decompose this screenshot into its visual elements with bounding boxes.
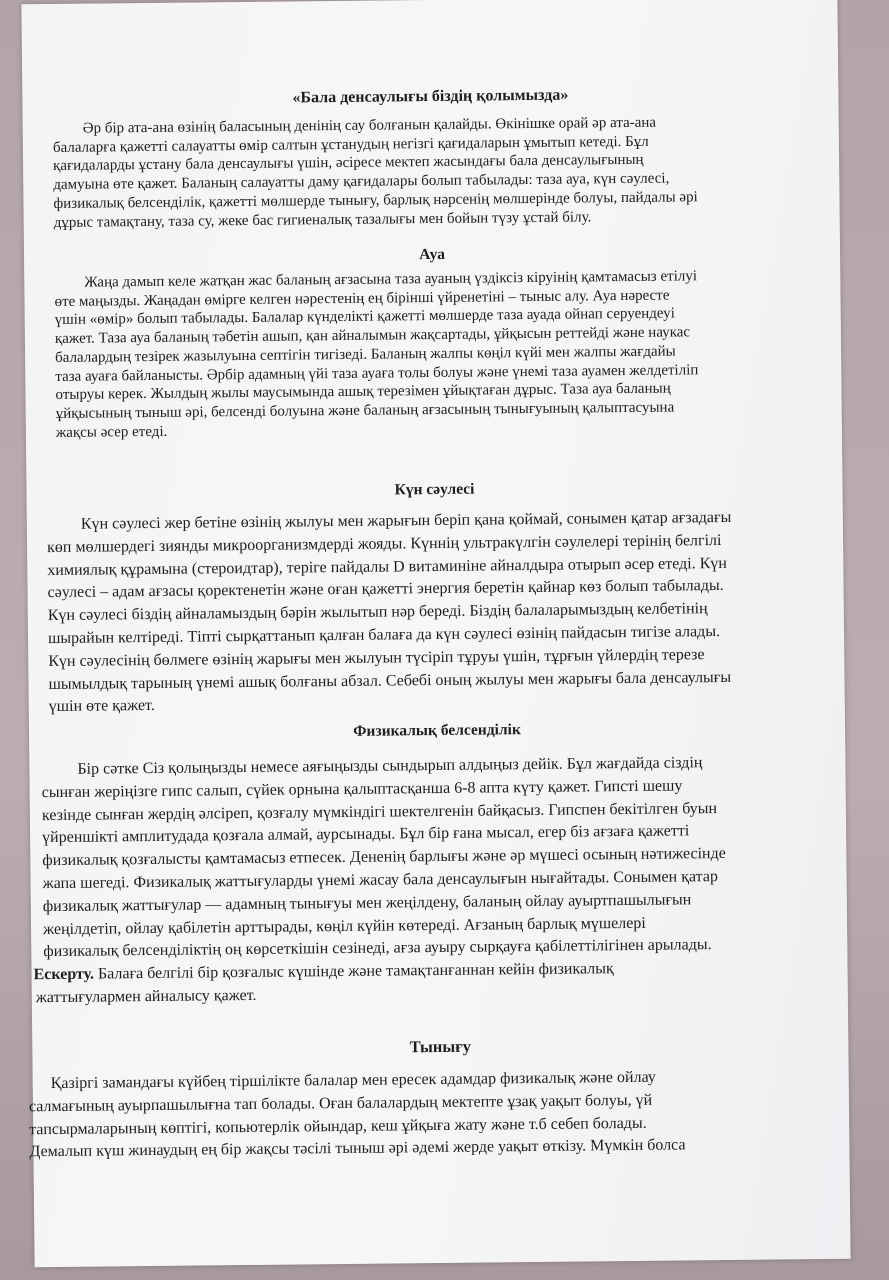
text-line: сәулесі – адам ағзасы қоректенетін және оған қажетті энергия беретін қайнар көз болып табылады. xyxy=(47,577,724,602)
text-line: Әр бір ата-ана өзінің баласының денінің сау болғанын қалайды. Өкінішке орай әр ата-ана xyxy=(82,114,657,137)
text-line: өте маңызды. Жаңадан өмірге келген нәрестенің ең бірінші үйренетіні – тыныс алу. Ауа нәресте xyxy=(54,287,670,310)
text-line: балалардың тезірек жазылуына септігін тигізеді. Баланың жалпы көңіл күйі мен жалпы жағдайы xyxy=(55,343,676,366)
physical-activity-paragraph xyxy=(41,751,843,965)
text-line: кезінде сынған жердің әлсіреп, қозғалу мүмкіндігі шектелгенін байқасыз. Гипспен бекітілген буын xyxy=(41,799,718,824)
text-line: Демалып күш жинаудың ең бір жақсы тәсілі тыныш әрі әдемі жерде уақыт өткізу. Мүмкін болса xyxy=(29,1136,686,1161)
text-line: дұрыс тамақтану, таза су, жеке бас гигиеналық тазалығы мен бойын түзу ұстай білу. xyxy=(53,208,592,231)
document-content xyxy=(21,0,850,1267)
text-line: жақсы әсер етеді. xyxy=(55,423,168,441)
text-line: үшін «өмір» болып табылады. Балалар күнделікті қажетті мөлшерде таза ауада ойнап серуендеуі xyxy=(54,305,675,329)
text-line: көп мөлшердегі зиянды микроорганизмдерді жояды. Күннің ультракүлгін сәулелері терінің белгілі xyxy=(47,531,722,556)
text-line: дамуына өте қажет. Баланың салауатты даму қағидалары болып табылады: таза ауа, күн сәулесі, xyxy=(53,170,670,194)
text-line: отыруы керек. Жылдың жылы маусымында ашық терезімен ұйықтаған дұрыс. Таза ауа баланың xyxy=(55,380,671,404)
text-line: сынған жеріңізге гипс салып, сүйек орнына қалыптасқанша 6-8 апта күту қажет. Гипсті шешу xyxy=(41,777,683,801)
text-line: тапсырмаларының көптігі, копьютерлік ойындар, кеш ұйқыға жату және т.б себеп болады. xyxy=(29,1114,647,1138)
text-line: Күн сәулесі біздің айналамыздың бәрін жылытып нәр береді. Біздің балаларымыздың келбетінің xyxy=(47,600,708,625)
text-line: физикалық белсенділіктің оң көрсеткішін сезінеді, ағза ауыру сырқауға қабілеттілігінен арылады. xyxy=(43,936,712,961)
text-line: таза ауаға байланысты. Әрбір адамның үйі таза ауаға толы болуы және үнемі таза ауамен желдетіліп xyxy=(55,361,699,385)
text-line: Күн сәулесі жер бетіне өзінің жылуы мен жарығын беріп қана қоймай, сонымен қатар ағзадағы xyxy=(80,508,732,533)
text-line: балаларға қажетті салауатты өмір салтын ұстанудың негізгі қағидаларын ұмытып кетеді. Бұл xyxy=(52,133,649,156)
text-line: Күн сәулесінің бөлмеге өзінің жарығы мен жылуын түсіріп тұруы үшін, тұрғын үйлердің терезе xyxy=(48,645,705,670)
note-paragraph xyxy=(33,956,843,1010)
text-line: шырайын келтіреді. Тіпті сырқаттанып қалған балаға да күн сәулесі өзінің пайдасын тигізе алады. xyxy=(47,623,721,648)
text-line: жаттығулармен айналысу қажет. xyxy=(35,986,257,1007)
section-heading-rest: Тынығу xyxy=(409,1036,472,1057)
sunlight-paragraph xyxy=(47,506,839,719)
text-line: Жаңа дамып келе жатқан жас баланың ағзасына таза ауаның үздіксіз кіруінің қамтамасыз етілуі xyxy=(84,268,698,291)
note-label: Ескерту. xyxy=(33,965,95,984)
section-heading-air: Ауа xyxy=(419,245,445,264)
text-line: ұйқысының тыныш әрі, белсенді болуына және баланың ағзасының тынығуының қалыптасуына xyxy=(55,399,675,422)
text-line: үшін өте қажет. xyxy=(48,697,155,716)
text-line: қағидаларды ұстану бала денсаулығы үшін, әсіресе мектеп жасындағы бала денсаулығының xyxy=(53,152,644,175)
section-heading-sunlight: Күн сәулесі xyxy=(394,480,475,499)
text-line: физикалық қозғалысты қамтамасыз етпесек. Дененің барлығы және әр мүшесі осының нәтижесінде xyxy=(42,845,726,870)
rest-paragraph xyxy=(29,1065,846,1165)
text-line: физикалық жаттығулар — адамның тынығуы мен жеңілдену, баланың ойлау ауыртпашылығын xyxy=(42,891,692,915)
text-line: физикалық белсенділік, қажетті мөлшерде тынығу, барлық нәрсенің мөлшерінде болуы, пайдалы әрі xyxy=(53,189,698,212)
text-line: Қазіргі замандағы күйбең тіршілікте балалар мен ересек адамдар физикалық және ойлау xyxy=(50,1068,656,1093)
text-line: қажет. Таза ауа баланың тәбетін ашып, қан айналымын жақсартады, ұйқысын реттейді және наукас xyxy=(54,324,691,348)
text-line: салмағының ауырпашылығна тап болады. Оған балалардың мектепте ұзақ уақыт болуы, үй xyxy=(28,1091,653,1116)
text-line: шымылдық тарының үнемі ашық болғаны абзал. Себебі оның жылуы мен жарығы бала денсаулығы xyxy=(48,668,732,693)
note-text: Балаға белгілі бір қозғалыс күшінде және тамақтанғаннан кейін физикалық xyxy=(93,960,614,983)
page-title: «Бала денсаулығы біздің қолымызда» xyxy=(292,86,569,107)
text-line: Бір сәтке Сіз қолыңызды немесе аяғыңызды сындырып алдыңыз дейік. Бұл жағдайда сіздің xyxy=(77,754,703,778)
text-line: үйреншікті амплитудада қозғала алмай, аурсынады. Бұл бір ғана мысал, егер біз ағзаға қажетті xyxy=(42,822,690,847)
document-page xyxy=(21,0,850,1267)
intro-paragraph xyxy=(53,112,834,232)
section-heading-physical-activity: Физикалық белсенділік xyxy=(353,721,521,740)
text-line: химиялық құрамына (стероидтар), теріге пайдалы D витаминіне айналдыра отырып әсер етеді. Күн xyxy=(47,554,728,579)
text-line: жеңілдетіп, ойлау қабілетін арттырады, көңіл күйін көтереді. Ағзаның барлық мүшелері xyxy=(43,914,646,938)
air-paragraph xyxy=(54,266,836,442)
text-line: жапа шегеді. Физикалық жаттығуларды үнемі жасау бала денсаулығын нығайтады. Сонымен қатар xyxy=(42,868,718,893)
